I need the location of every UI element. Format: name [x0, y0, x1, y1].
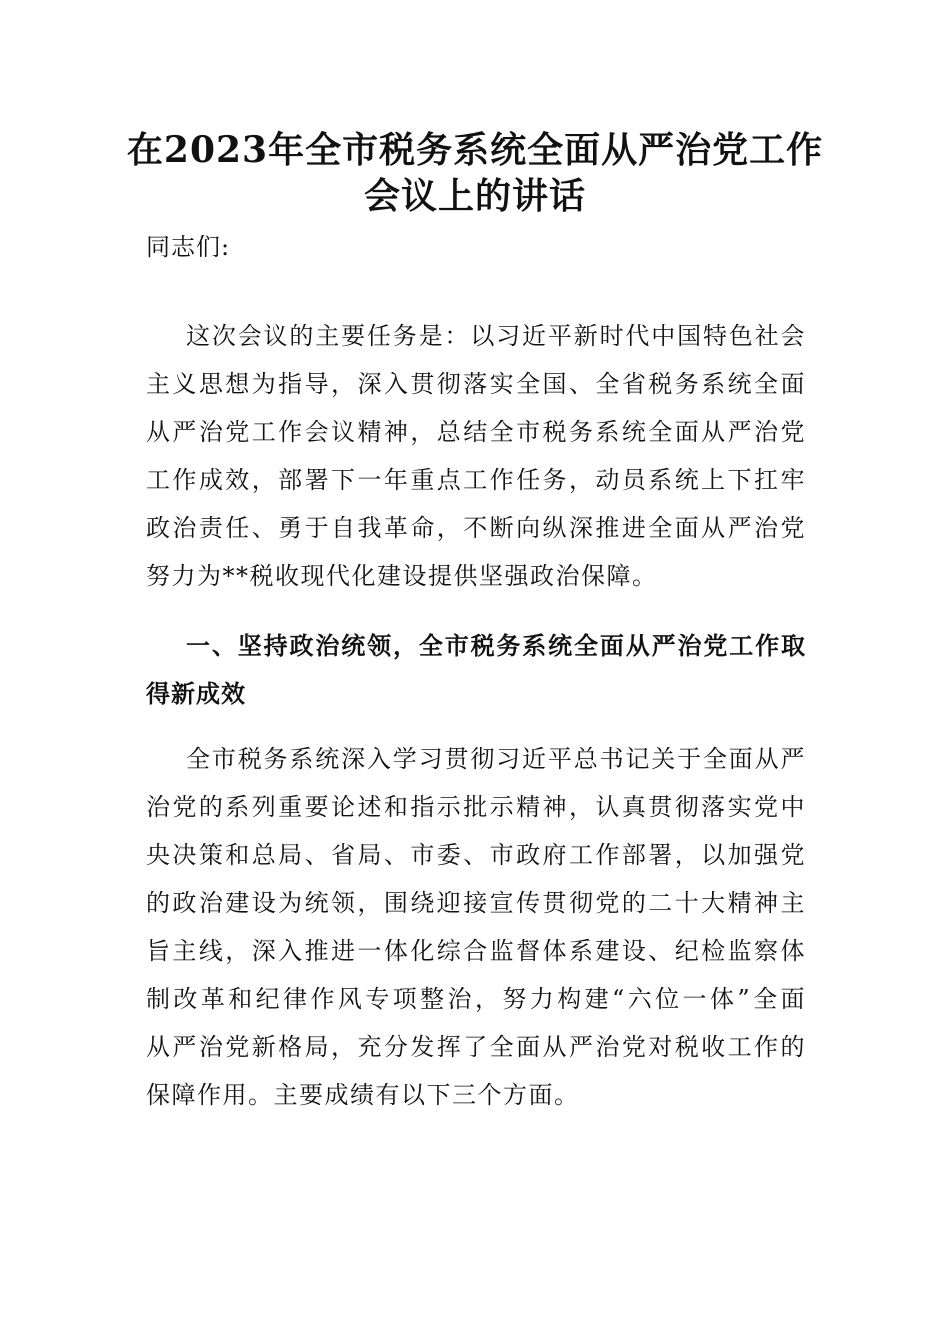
intro-paragraph-line: 从严治党工作会议精神，总结全市税务系统全面从严治党 [146, 418, 806, 446]
body-paragraph-line: 治党的系列重要论述和指示批示精神，认真贯彻落实党中 [146, 793, 806, 821]
intro-paragraph-line: 这次会议的主要任务是：以习近平新时代中国特色社会 [186, 322, 806, 350]
body-paragraph-line: 保障作用。主要成绩有以下三个方面。 [146, 1081, 580, 1109]
section-heading-line: 一、坚持政治统领，全市税务系统全面从严治党工作取 [186, 631, 806, 660]
section-heading-line: 得新成效 [146, 679, 246, 708]
intro-paragraph [146, 312, 806, 600]
body-paragraph-line: 央决策和总局、省局、市委、市政府工作部署，以加强党 [146, 841, 806, 869]
intro-paragraph-line: 努力为**税收现代化建设提供坚强政治保障。 [146, 562, 658, 590]
intro-paragraph-line: 政治责任、勇于自我革命，不断向纵深推进全面从严治党 [146, 514, 806, 542]
body-paragraph [146, 735, 806, 1119]
body-paragraph-line: 的政治建设为统领，围绕迎接宣传贯彻党的二十大精神主 [146, 889, 806, 917]
document-title-line-2: 会议上的讲话 [363, 175, 586, 217]
body-paragraph-line: 从严治党新格局，充分发挥了全面从严治党对税收工作的 [146, 1033, 806, 1061]
body-paragraph-line: 旨主线，深入推进一体化综合监督体系建设、纪检监察体 [146, 937, 806, 965]
document-title-line-1: 在2023年全市税务系统全面从严治党工作 [126, 129, 824, 171]
body-paragraph-line: 制改革和纪律作风专项整治，努力构建“六位一体”全面 [146, 985, 806, 1013]
section-heading [146, 622, 806, 718]
salutation: 同志们: [146, 233, 231, 261]
intro-paragraph-line: 工作成效，部署下一年重点工作任务，动员系统上下扛牢 [146, 466, 806, 494]
intro-paragraph-line: 主义思想为指导，深入贯彻落实全国、全省税务系统全面 [146, 370, 806, 398]
body-paragraph-line: 全市税务系统深入学习贯彻习近平总书记关于全面从严 [186, 745, 806, 773]
